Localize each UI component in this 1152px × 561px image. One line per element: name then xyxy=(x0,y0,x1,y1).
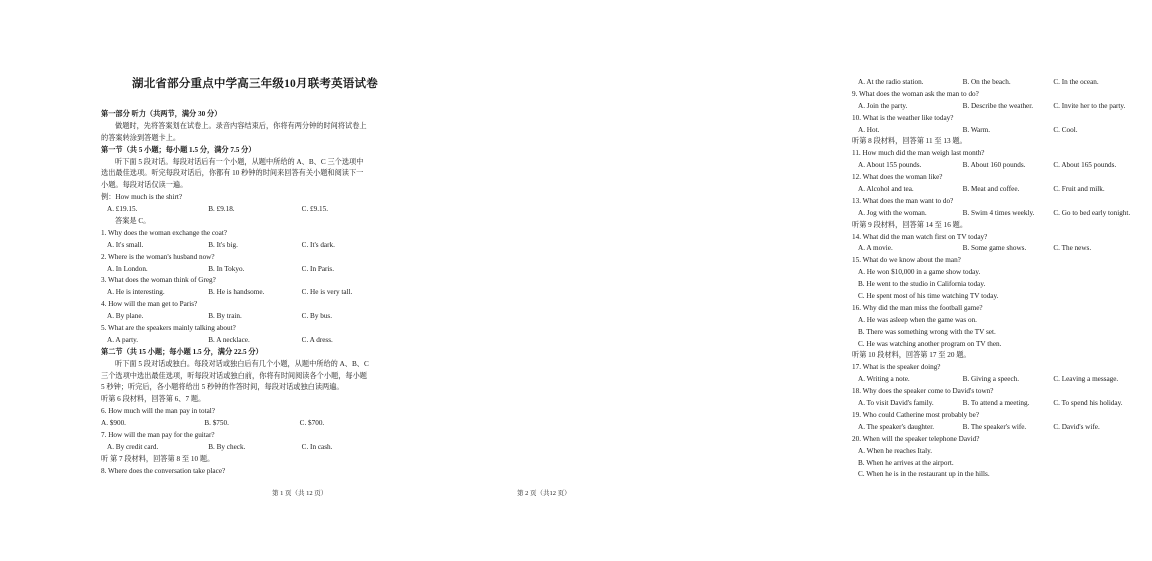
answer-option: B. Some game shows. xyxy=(962,244,1027,253)
question-text: 1. Why does the woman exchange the coat? xyxy=(101,228,228,237)
answer-option: C. A dress. xyxy=(301,335,333,344)
answer-option: B. Swim 4 times weekly. xyxy=(962,208,1035,217)
option-row xyxy=(852,398,1152,410)
answer-option: B. The speaker's wife. xyxy=(962,422,1027,431)
answer-option: C. In the ocean. xyxy=(1053,78,1099,86)
answer-option: C. He was watching another program on TV then. xyxy=(858,339,1002,348)
answer-option: A. £19.15. xyxy=(107,205,138,214)
text-line: 的答案转涂到答题卡上。 xyxy=(101,133,181,142)
answer-option: C. About 165 pounds. xyxy=(1053,161,1117,170)
question-text: 16. Why did the man miss the football game? xyxy=(852,303,983,312)
answer-option: A. A movie. xyxy=(858,244,893,253)
answer-option: A. About 155 pounds. xyxy=(858,161,922,170)
option-row xyxy=(101,335,399,347)
page-1 xyxy=(0,0,397,561)
answer-option: A. He was asleep when the game was on. xyxy=(858,315,977,324)
question-text: 14. What did the man watch first on TV today? xyxy=(852,232,988,241)
section-heading: 第二节（共 15 小题；每小题 1.5 分，满分 22.5 分） xyxy=(101,347,263,356)
text-line: 听第 6 段材料，回答第 6、7 题。 xyxy=(101,395,206,404)
page-2 xyxy=(397,0,1131,561)
option-row xyxy=(852,101,1152,113)
text-line: 三个选项中选出最佳选项，听每段对话或独白前，你将有时间阅读各个小题，每小题 xyxy=(101,371,367,380)
answer-option: B. When he arrives at the airport. xyxy=(858,458,954,467)
answer-option: B. He is handsome. xyxy=(208,288,265,297)
answer-option: A. Hot. xyxy=(858,125,880,134)
answer-option: A. Alcohol and tea. xyxy=(858,185,914,194)
answer-option: C. Invite her to the party. xyxy=(1053,101,1126,110)
question-text: 8. Where does the conversation take place? xyxy=(101,466,226,475)
text-line: 听 第 7 段材料，回答第 8 至 10 题。 xyxy=(101,454,215,463)
answer-option: A. The speaker's daughter. xyxy=(858,422,935,431)
question-text: 6. How much will the man pay in total? xyxy=(101,407,215,416)
answer-option: C. He is very tall. xyxy=(301,288,353,297)
text-line: 听第 10 段材料，回答第 17 至 20 题。 xyxy=(852,351,971,360)
option-row xyxy=(101,287,399,299)
question-text: 17. What is the speaker doing? xyxy=(852,363,941,372)
answer-option: C. In Paris. xyxy=(301,264,335,273)
option-row xyxy=(101,240,399,252)
answer-option: A. He won $10,000 in a game show today. xyxy=(858,268,981,277)
answer-option: A. To visit David's family. xyxy=(858,399,934,408)
option-row xyxy=(852,160,1152,172)
section-heading: 第一部分 听力（共两节，满分 30 分） xyxy=(101,110,222,118)
answer-option: A. By credit card. xyxy=(107,442,159,451)
answer-option: A. By plane. xyxy=(107,312,144,321)
answer-option: C. Fruit and milk. xyxy=(1053,185,1105,194)
exam-title: 湖北省部分重点中学高三年级10月联考英语试卷 xyxy=(132,78,378,90)
answer-option: B. It's big. xyxy=(208,240,238,249)
answer-option: B. Meat and coffee. xyxy=(962,185,1020,194)
answer-option: B. There was something wrong with the TV set. xyxy=(858,327,996,336)
question-text: 13. What does the man want to do? xyxy=(852,196,954,205)
answer-option: B. A necklace. xyxy=(208,335,250,344)
answer-option: B. £9.18. xyxy=(208,205,235,214)
question-text: 15. What do we know about the man? xyxy=(852,256,961,265)
question-text: 4. How will the man get to Paris? xyxy=(101,300,198,309)
text-line: 听下面 5 段对话。每段对话后有一个小题，从题中所给的 A、B、C 三个选项中 xyxy=(115,157,364,166)
answer-option: B. $750. xyxy=(204,419,229,428)
answer-option: A. Join the party. xyxy=(858,101,908,110)
text-line: 例：How much is the shirt? xyxy=(101,193,183,202)
answer-option: C. Leaving a message. xyxy=(1053,375,1119,384)
option-row xyxy=(101,264,399,276)
option-row xyxy=(852,184,1152,196)
question-text: 7. How will the man pay for the guitar? xyxy=(101,431,215,440)
page-2-content xyxy=(852,77,1152,481)
answer-option: A. He is interesting. xyxy=(107,288,165,297)
answer-option: B. Warm. xyxy=(962,125,991,134)
page-2-footer: 第 2 页（共12 页） xyxy=(517,490,571,497)
answer-option: A. At the radio station. xyxy=(858,78,924,86)
option-row xyxy=(101,311,399,323)
answer-option: B. Describe the weather. xyxy=(962,101,1034,110)
question-text: 5. What are the speakers mainly talking about? xyxy=(101,324,236,333)
text-line: 选出最佳选项。听完每段对话后，你都有 10 秒钟的时间来回答有关小题和阅读下一 xyxy=(101,169,364,178)
answer-option: B. About 160 pounds. xyxy=(962,161,1026,170)
answer-option: B. On the beach. xyxy=(962,78,1011,86)
text-line: 听下面 5 段对话或独白。每段对话或独白后有几个小题，从题中所给的 A、B、C xyxy=(115,359,369,368)
answer-option: A. $900. xyxy=(101,419,126,428)
answer-option: B. In Tokyo. xyxy=(208,264,245,273)
option-row xyxy=(852,422,1152,434)
answer-option: A. Writing a note. xyxy=(858,375,910,384)
option-row xyxy=(852,374,1152,386)
page-1-footer: 第 1 页（共 12 页） xyxy=(272,490,328,497)
answer-option: C. When he is in the restaurant up in the hills. xyxy=(858,470,990,479)
option-row xyxy=(852,208,1152,220)
question-text: 20. When will the speaker telephone David? xyxy=(852,434,980,443)
question-text: 9. What does the woman ask the man to do? xyxy=(852,89,979,98)
option-row xyxy=(101,204,399,216)
option-row xyxy=(101,418,399,430)
text-line: 听第 9 段材料，回答第 14 至 16 题。 xyxy=(852,220,968,229)
answer-option: C. He spent most of his time watching TV today. xyxy=(858,292,999,301)
text-line: 答案是 C。 xyxy=(115,217,151,226)
text-line: 5 秒钟；听完后，各小题将给出 5 秒钟的作答时间，每段对话或独白读两遍。 xyxy=(101,383,344,392)
option-row xyxy=(852,125,1152,137)
answer-option: C. £9.15. xyxy=(301,205,329,214)
answer-option: A. When he reaches Italy. xyxy=(858,446,933,455)
answer-option: B. To attend a meeting. xyxy=(962,399,1030,408)
answer-option: C. The news. xyxy=(1053,244,1092,253)
question-text: 11. How much did the man weigh last month? xyxy=(852,149,985,158)
question-text: 12. What does the woman like? xyxy=(852,173,943,182)
question-text: 19. Who could Catherine most probably be? xyxy=(852,410,980,419)
answer-option: A. In London. xyxy=(107,264,148,273)
question-text: 2. Where is the woman's husband now? xyxy=(101,252,215,261)
answer-option: C. To spend his holiday. xyxy=(1053,399,1123,408)
answer-option: C. $700. xyxy=(299,419,325,428)
option-row xyxy=(852,77,1152,89)
option-row xyxy=(101,442,399,454)
answer-option: B. By check. xyxy=(208,442,246,451)
text-line: 做题时，先将答案划在试卷上。录音内容结束后，你将有两分钟的时间将试卷上 xyxy=(115,121,367,130)
answer-option: B. He went to the studio in California today. xyxy=(858,280,986,289)
answer-option: C. By bus. xyxy=(301,312,333,321)
answer-option: C. Cool. xyxy=(1053,125,1078,134)
question-text: 10. What is the weather like today? xyxy=(852,113,954,122)
text-line: 听第 8 段材料，回答第 11 至 13 题。 xyxy=(852,137,967,146)
answer-option: C. David's wife. xyxy=(1053,422,1100,431)
answer-option: C. In cash. xyxy=(301,442,333,451)
page-1-content xyxy=(101,109,399,478)
answer-option: A. A party. xyxy=(107,335,139,344)
answer-option: A. It's small. xyxy=(107,240,144,249)
question-text: 18. Why does the speaker come to David's town? xyxy=(852,387,994,396)
answer-option: C. Go to bed early tonight. xyxy=(1053,208,1131,217)
answer-option: B. By train. xyxy=(208,312,242,321)
text-line: 小题。每段对话仅读一遍。 xyxy=(101,181,188,190)
answer-option: A. Jog with the woman. xyxy=(858,208,927,217)
option-row xyxy=(852,243,1152,255)
answer-option: C. It's dark. xyxy=(301,240,335,249)
question-text: 3. What does the woman think of Greg? xyxy=(101,276,216,285)
section-heading: 第一节（共 5 小题；每小题 1.5 分，满分 7.5 分） xyxy=(101,145,256,154)
answer-option: B. Giving a speech. xyxy=(962,375,1020,384)
